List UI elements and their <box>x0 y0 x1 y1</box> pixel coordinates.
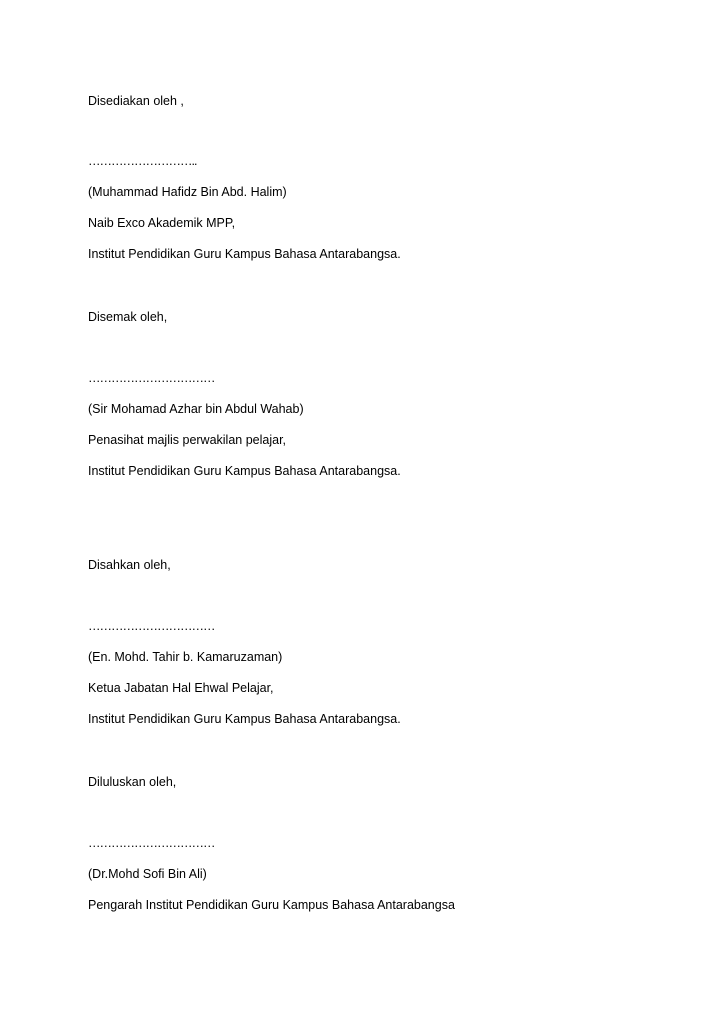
confirmed-by-name: (En. Mohd. Tahir b. Kamaruzaman) <box>88 650 283 664</box>
approved-by-name: (Dr.Mohd Sofi Bin Ali) <box>88 867 207 881</box>
confirmed-by-signature-line: …………………………… <box>88 619 215 633</box>
reviewed-by-heading: Disemak oleh, <box>88 310 168 324</box>
confirmed-by-institution: Institut Pendidikan Guru Kampus Bahasa Antarabangsa. <box>88 712 401 726</box>
prepared-by-name: (Muhammad Hafidz Bin Abd. Halim) <box>88 185 287 199</box>
reviewed-by-institution: Institut Pendidikan Guru Kampus Bahasa Antarabangsa. <box>88 464 401 478</box>
prepared-by-heading: Disediakan oleh , <box>88 94 184 108</box>
prepared-by-institution: Institut Pendidikan Guru Kampus Bahasa Antarabangsa. <box>88 247 401 261</box>
approved-by-signature-line: …………………………… <box>88 836 215 850</box>
reviewed-by-signature-line: …………………………… <box>88 371 215 385</box>
reviewed-by-position: Penasihat majlis perwakilan pelajar, <box>88 433 287 447</box>
confirmed-by-position: Ketua Jabatan Hal Ehwal Pelajar, <box>88 681 274 695</box>
confirmed-by-heading: Disahkan oleh, <box>88 558 171 572</box>
approved-by-heading: Diluluskan oleh, <box>88 775 177 789</box>
approved-by-position: Pengarah Institut Pendidikan Guru Kampus Bahasa Antarabangsa <box>88 898 455 912</box>
reviewed-by-name: (Sir Mohamad Azhar bin Abdul Wahab) <box>88 402 304 416</box>
prepared-by-signature-line: ……………………….. <box>88 154 197 168</box>
prepared-by-position: Naib Exco Akademik MPP, <box>88 216 236 230</box>
